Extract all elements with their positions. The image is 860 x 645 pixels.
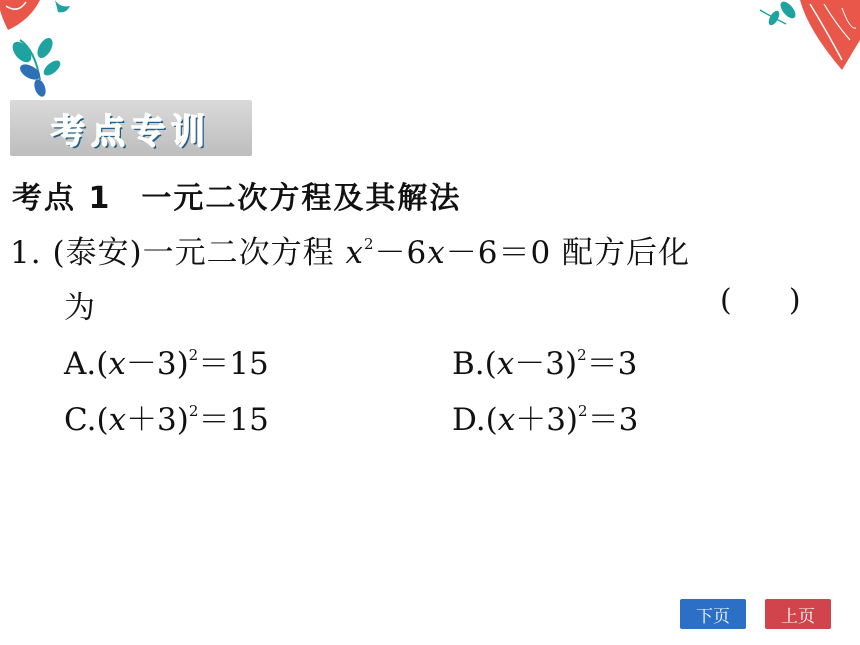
section-label: 考点 1 <box>12 181 112 216</box>
question-stem-line2: 为 <box>64 290 95 326</box>
option-letter: D. <box>452 402 486 438</box>
section-heading: 一元二次方程及其解法 <box>141 181 462 216</box>
section-title <box>12 173 461 217</box>
exponent: 2 <box>363 235 375 253</box>
option-c[interactable]: $C.(x+3)^2=15$ <box>64 402 269 438</box>
option-letter: A. <box>64 346 97 382</box>
section-banner <box>10 100 252 156</box>
option-a[interactable]: $A.(x-3)^2=15$ <box>64 346 269 382</box>
teal-leaf-icon <box>778 0 799 21</box>
stem-text-before: 一元二次方程 <box>142 235 346 271</box>
variable-x: x <box>427 235 446 271</box>
option-d[interactable]: $D.(x+3)^2=3$ <box>452 402 639 438</box>
option-letter: B. <box>452 346 485 382</box>
red-leaf-icon <box>0 0 40 30</box>
previous-page-button[interactable]: 上页 <box>765 599 831 629</box>
leaf-decoration-top-left <box>0 0 90 100</box>
banner-label: 考点专训 <box>51 111 211 152</box>
option-b[interactable]: $B.(x-3)^2=3$ <box>452 346 638 382</box>
leaf-decoration-top-right <box>730 0 860 75</box>
next-page-button[interactable]: 下页 <box>680 599 746 629</box>
answer-bracket: ( ) <box>720 283 801 318</box>
stem-text-mid: －6 <box>374 235 428 271</box>
variable-x: x <box>345 235 364 271</box>
question-stem <box>10 227 690 272</box>
red-leaf-icon <box>800 0 860 70</box>
question-source: (泰安) <box>52 235 143 271</box>
stem-text-after: －6＝0 配方后化 <box>445 235 691 271</box>
option-letter: C. <box>64 402 97 438</box>
question-number: 1. <box>10 235 42 271</box>
